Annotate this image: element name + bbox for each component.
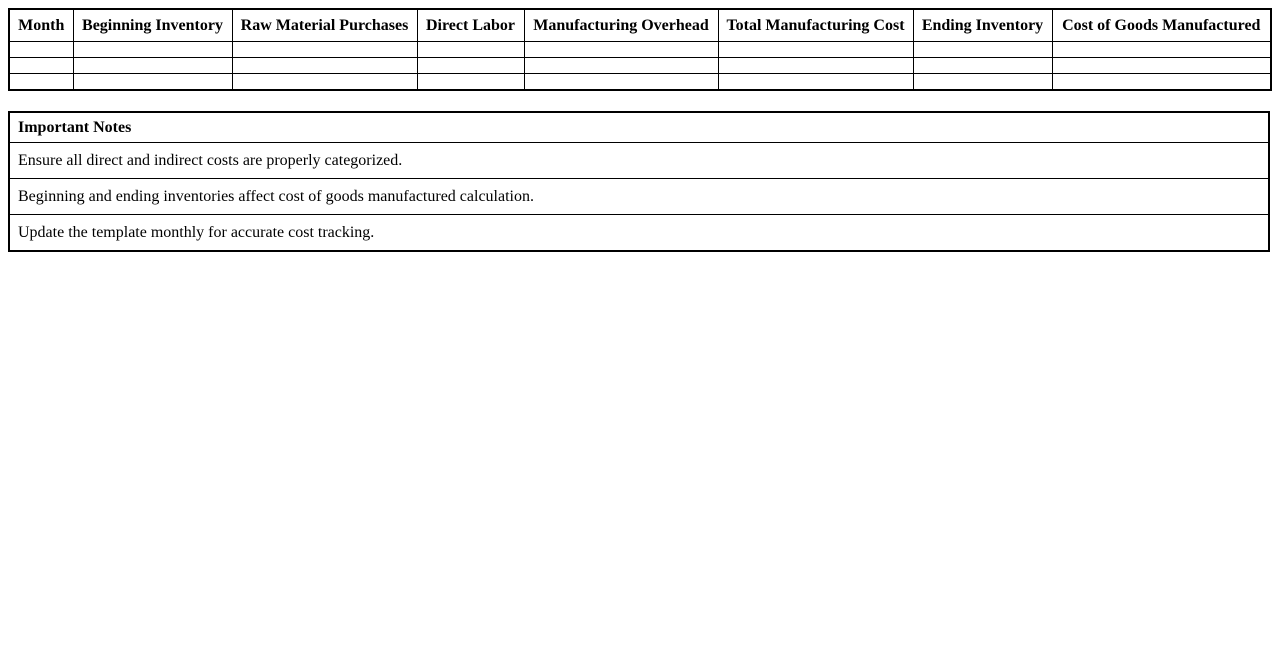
table-cell (9, 74, 73, 90)
cost-table-header-row (9, 9, 1271, 42)
note-row (9, 142, 1269, 178)
column-header-cost-of-goods-manufactured: Cost of Goods Manufactured (1052, 9, 1271, 42)
column-header-raw-material-purchases: Raw Material Purchases (232, 9, 417, 42)
table-cell (232, 74, 417, 90)
table-cell (232, 58, 417, 74)
table-row (9, 58, 1271, 74)
table-cell (1052, 58, 1271, 74)
column-header-beginning-inventory: Beginning Inventory (73, 9, 232, 42)
notes-title-row (9, 112, 1269, 143)
column-header-month: Month (9, 9, 73, 42)
table-row (9, 42, 1271, 58)
table-cell (718, 58, 913, 74)
important-notes-table (8, 111, 1270, 252)
table-cell (913, 42, 1052, 58)
note-row (9, 178, 1269, 214)
table-cell (417, 42, 524, 58)
column-header-direct-labor: Direct Labor (417, 9, 524, 42)
table-cell (524, 42, 718, 58)
table-cell (9, 58, 73, 74)
column-header-manufacturing-overhead: Manufacturing Overhead (524, 9, 718, 42)
table-cell (524, 74, 718, 90)
table-cell (9, 42, 73, 58)
note-item: Beginning and ending inventories affect cost of goods manufactured calculation. (9, 178, 1269, 214)
table-cell (718, 42, 913, 58)
table-cell (913, 74, 1052, 90)
column-header-ending-inventory: Ending Inventory (913, 9, 1052, 42)
document-page (0, 0, 1278, 260)
table-cell (73, 42, 232, 58)
note-item: Update the template monthly for accurate cost tracking. (9, 214, 1269, 251)
table-cell (417, 74, 524, 90)
table-cell (417, 58, 524, 74)
table-cell (232, 42, 417, 58)
note-item: Ensure all direct and indirect costs are properly categorized. (9, 142, 1269, 178)
table-cell (913, 58, 1052, 74)
table-cell (1052, 74, 1271, 90)
table-cell (718, 74, 913, 90)
table-cell (73, 74, 232, 90)
table-cell (1052, 42, 1271, 58)
table-cell (524, 58, 718, 74)
table-row (9, 74, 1271, 90)
column-header-total-manufacturing-cost: Total Manufacturing Cost (718, 9, 913, 42)
table-cell (73, 58, 232, 74)
note-row (9, 214, 1269, 251)
cost-of-goods-table (8, 8, 1272, 91)
notes-title: Important Notes (9, 112, 1269, 143)
